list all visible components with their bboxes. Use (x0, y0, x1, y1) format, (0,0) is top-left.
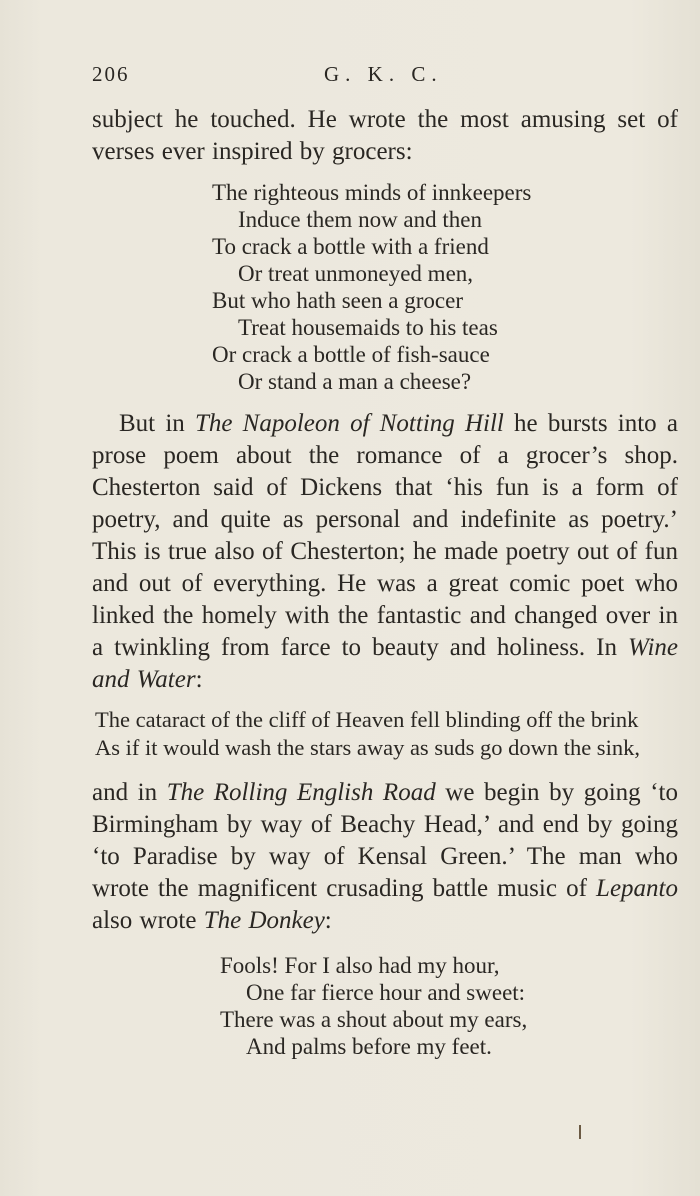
verse-line: The righteous minds of innkeepers (212, 180, 532, 205)
verse-donkey (220, 952, 527, 1060)
verse-line: Fools! For I also had my hour, (220, 953, 500, 978)
verse-innkeepers (212, 179, 531, 395)
paragraph-2 (92, 408, 678, 696)
verse-line: Or crack a bottle of fish-sauce (212, 342, 490, 367)
verse-line: Or stand a man a cheese? (238, 369, 472, 394)
paragraph-3-text-a: and in (92, 779, 167, 806)
paragraph-1: subject he touched. He wrote the most amusing set of verses ever inspired by grocers: (92, 106, 678, 165)
ink-mark (579, 1125, 581, 1139)
verse-line: Or treat unmoneyed men, (238, 261, 474, 286)
paragraph-2-text-c: : (195, 666, 203, 693)
page-number: 206 (92, 62, 130, 86)
verse-line: There was a shout about my ears, (220, 1007, 528, 1032)
paragraph-3-text-d: : (324, 907, 332, 934)
quote-line: The cataract of the cliff of Heaven fell blinding off the brink (95, 707, 639, 732)
verse-line: But who hath seen a grocer (212, 288, 464, 313)
quotation-cataract (95, 706, 685, 762)
verse-line: Induce them now and then (238, 207, 482, 232)
poem-title-wine-and-water: Wine and Water (92, 634, 678, 693)
paragraph-3-text-c: also wrote (92, 907, 204, 934)
verse-line: Treat housemaids to his teas (238, 315, 498, 340)
paragraph-3-text-b: we begin by going ‘to Birmingham by way of Beachy Head,’ and end by going ‘to Paradise by way of Kensal Green.’ The man who wrote the magnificent crusading battle music of (92, 779, 678, 902)
verse-line: To crack a bottle with a friend (212, 234, 489, 259)
poem-title-rolling-english-road: The Rolling English Road (166, 779, 436, 806)
paragraph-2-text-a: But in (119, 410, 195, 437)
verse-line: One far fierce hour and sweet: (246, 980, 526, 1005)
verse-line: And palms before my feet. (246, 1034, 492, 1059)
paragraph-3 (92, 777, 678, 937)
quote-line: As if it would wash the stars away as suds go down the sink, (95, 735, 640, 760)
paragraph-2-text-b: he bursts into a prose poem about the romance of a grocer’s shop. Chesterton said of Dickens that ‘his fun is a form of poetry, and quite as personal and indefinite as poetry.’ This is true also of Chesterton; he made poetry out of fun and out of everything. He was a great comic poet who linked the homely with the fantastic and changed over in a twinkling from farce to beauty and holiness. In (92, 410, 678, 661)
running-head: G. K. C. (324, 62, 443, 86)
poem-title-lepanto: Lepanto (596, 875, 678, 902)
book-title-napoleon: The Napoleon of Notting Hill (194, 410, 504, 437)
poem-title-donkey: The Donkey (203, 907, 325, 934)
